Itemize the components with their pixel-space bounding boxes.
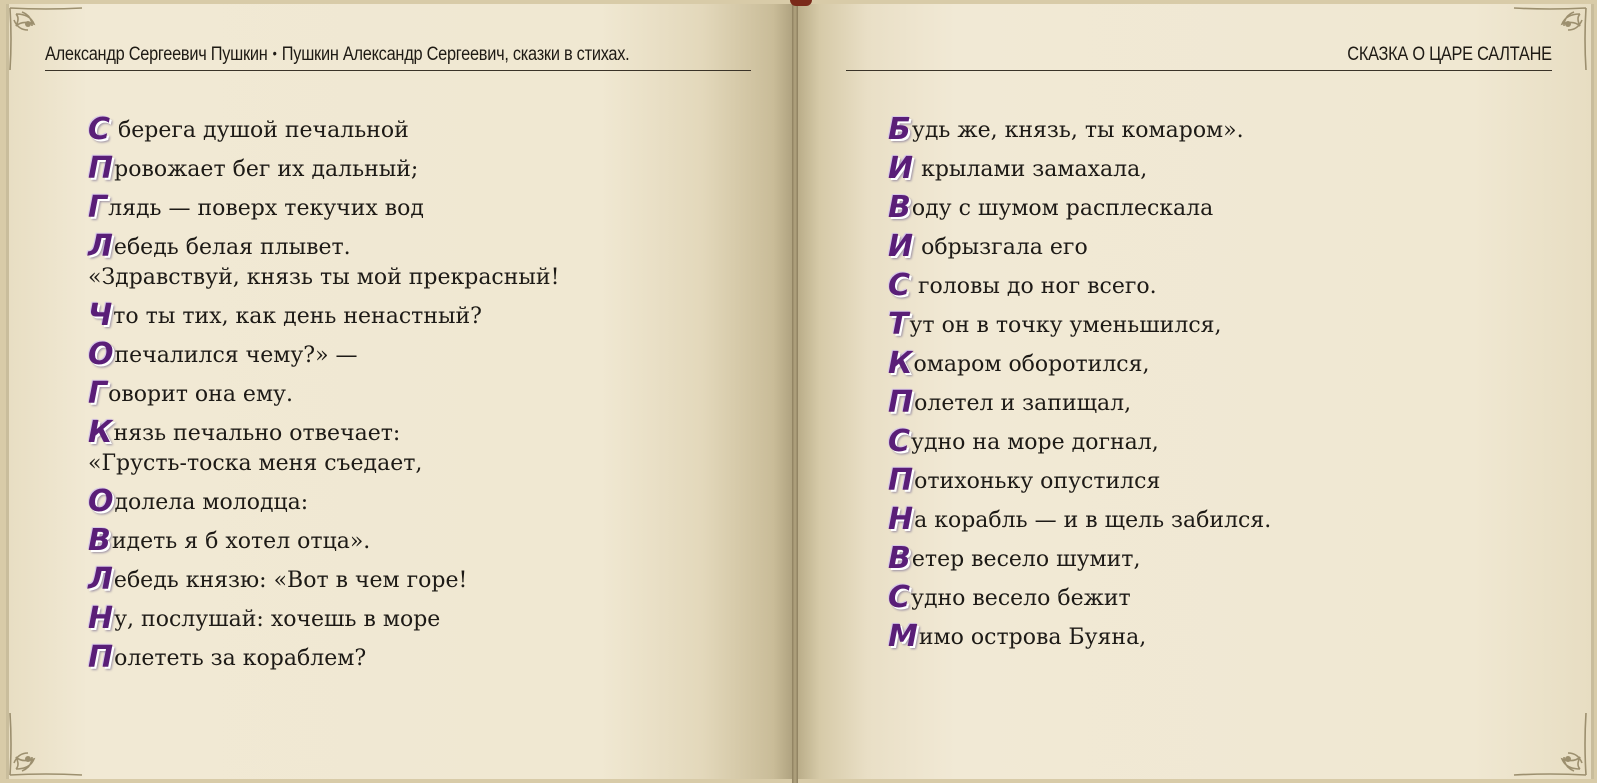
bookmark-ribbon[interactable] (790, 0, 812, 6)
verse-line (88, 190, 559, 225)
drop-cap-initial: О (88, 337, 114, 372)
verse-text: нязь печально отвечает: (113, 421, 401, 446)
verse-line (888, 463, 1271, 498)
drop-cap-initial: П (88, 151, 114, 186)
verse-text: печалился чему?» — (114, 343, 358, 368)
drop-cap-initial: Л (88, 562, 113, 597)
verse-text: ебедь князю: «Вот в чем горе! (113, 568, 468, 593)
book-spine (792, 0, 798, 783)
drop-cap-initial: О (88, 484, 114, 519)
verse-text: ут он в точку уменьшился, (909, 313, 1222, 338)
verse-text: удь же, князь, ты комаром». (911, 118, 1244, 143)
verse-line (88, 640, 559, 675)
verse-line (888, 424, 1271, 459)
verse-continuation: «Здравствуй, князь ты мой прекрасный! (88, 265, 560, 290)
drop-cap-initial: С (888, 268, 911, 303)
drop-cap-initial: В (88, 523, 111, 558)
verse-text: оворит она ему. (108, 382, 293, 407)
verse-line (88, 112, 559, 147)
verse-line (88, 151, 559, 186)
verse-line (88, 523, 559, 558)
verse-text: удно на море догнал, (911, 430, 1159, 455)
drop-cap-initial: Г (88, 376, 108, 411)
verse-text: идеть я б хотел отца». (111, 529, 371, 554)
verse-line (888, 151, 1271, 186)
corner-ornament-icon (6, 709, 86, 779)
verse-line (88, 562, 559, 597)
verse-text: имо острова Буяна, (918, 625, 1147, 650)
verse-text: ебедь белая плывет. (113, 235, 351, 260)
verse-text: то ты тих, как день ненастный? (113, 304, 482, 329)
verse-text: оду с шумом расплескала (911, 196, 1214, 221)
drop-cap-initial: К (888, 346, 913, 381)
drop-cap-initial: И (888, 229, 914, 264)
drop-cap-initial: М (888, 619, 918, 654)
verse-text: олететь за кораблем? (114, 646, 367, 671)
drop-cap-initial: Ч (88, 298, 113, 333)
verse-line (888, 541, 1271, 576)
verse-line (88, 484, 559, 519)
drop-cap-initial: С (88, 112, 111, 147)
header-separator: • (272, 45, 277, 61)
chapter-title: СКАЗКА О ЦАРЕ САЛТАНЕ (1347, 44, 1552, 65)
verse-text: обрызгала его (914, 235, 1088, 260)
verse-text: берега душой печальной (111, 118, 409, 143)
drop-cap-initial: Т (888, 307, 909, 342)
verse-line (88, 376, 559, 411)
drop-cap-initial: Л (88, 229, 113, 264)
book-title: Пушкин Александр Сергеевич, сказки в стихах. (281, 44, 630, 65)
right-page-text (888, 112, 1272, 662)
verse-text: омаром оборотился, (913, 352, 1150, 377)
verse-text: головы до ног всего. (911, 274, 1157, 299)
verse-line (888, 619, 1271, 654)
verse-line (88, 298, 559, 333)
verse-line (88, 601, 559, 636)
verse-line (88, 229, 560, 293)
drop-cap-initial: П (88, 640, 114, 675)
verse-text: удно весело бежит (911, 586, 1131, 611)
verse-line (888, 229, 1271, 264)
drop-cap-initial: С (888, 424, 911, 459)
verse-line (888, 307, 1271, 342)
author-name: Александр Сергеевич Пушкин (45, 44, 268, 65)
verse-text: ровожает бег их дальный; (114, 157, 419, 182)
verse-text: етер весело шумит, (911, 547, 1141, 572)
drop-cap-initial: В (888, 541, 911, 576)
verse-line (888, 190, 1271, 225)
verse-text: крылами замахала, (914, 157, 1148, 182)
verse-line (888, 580, 1271, 615)
left-running-head (45, 44, 751, 71)
verse-text: а корабль — и в щель забился. (914, 508, 1272, 533)
verse-text: долела молодца: (114, 490, 309, 515)
drop-cap-initial: Б (888, 112, 911, 147)
verse-text: олетел и запищал, (914, 391, 1132, 416)
drop-cap-initial: К (88, 415, 113, 450)
verse-line (888, 346, 1271, 381)
verse-line (888, 268, 1271, 303)
drop-cap-initial: В (888, 190, 911, 225)
drop-cap-initial: И (888, 151, 914, 186)
verse-text: у, послушай: хочешь в море (114, 607, 441, 632)
verse-text: отихоньку опустился (914, 469, 1161, 494)
verse-line (888, 385, 1271, 420)
drop-cap-initial: Г (88, 190, 108, 225)
verse-line (88, 337, 559, 372)
drop-cap-initial: Н (88, 601, 114, 636)
left-page-text (88, 112, 560, 683)
verse-continuation: «Грусть-тоска меня съедает, (88, 451, 423, 476)
drop-cap-initial: П (888, 463, 914, 498)
verse-line (88, 415, 559, 479)
drop-cap-initial: Н (888, 502, 914, 537)
right-running-head (846, 44, 1552, 71)
drop-cap-initial: П (888, 385, 914, 420)
drop-cap-initial: С (888, 580, 911, 615)
verse-text: лядь — поверх текучих вод (108, 196, 424, 221)
verse-line (888, 502, 1272, 537)
corner-ornament-icon (1510, 709, 1590, 779)
verse-line (888, 112, 1271, 147)
